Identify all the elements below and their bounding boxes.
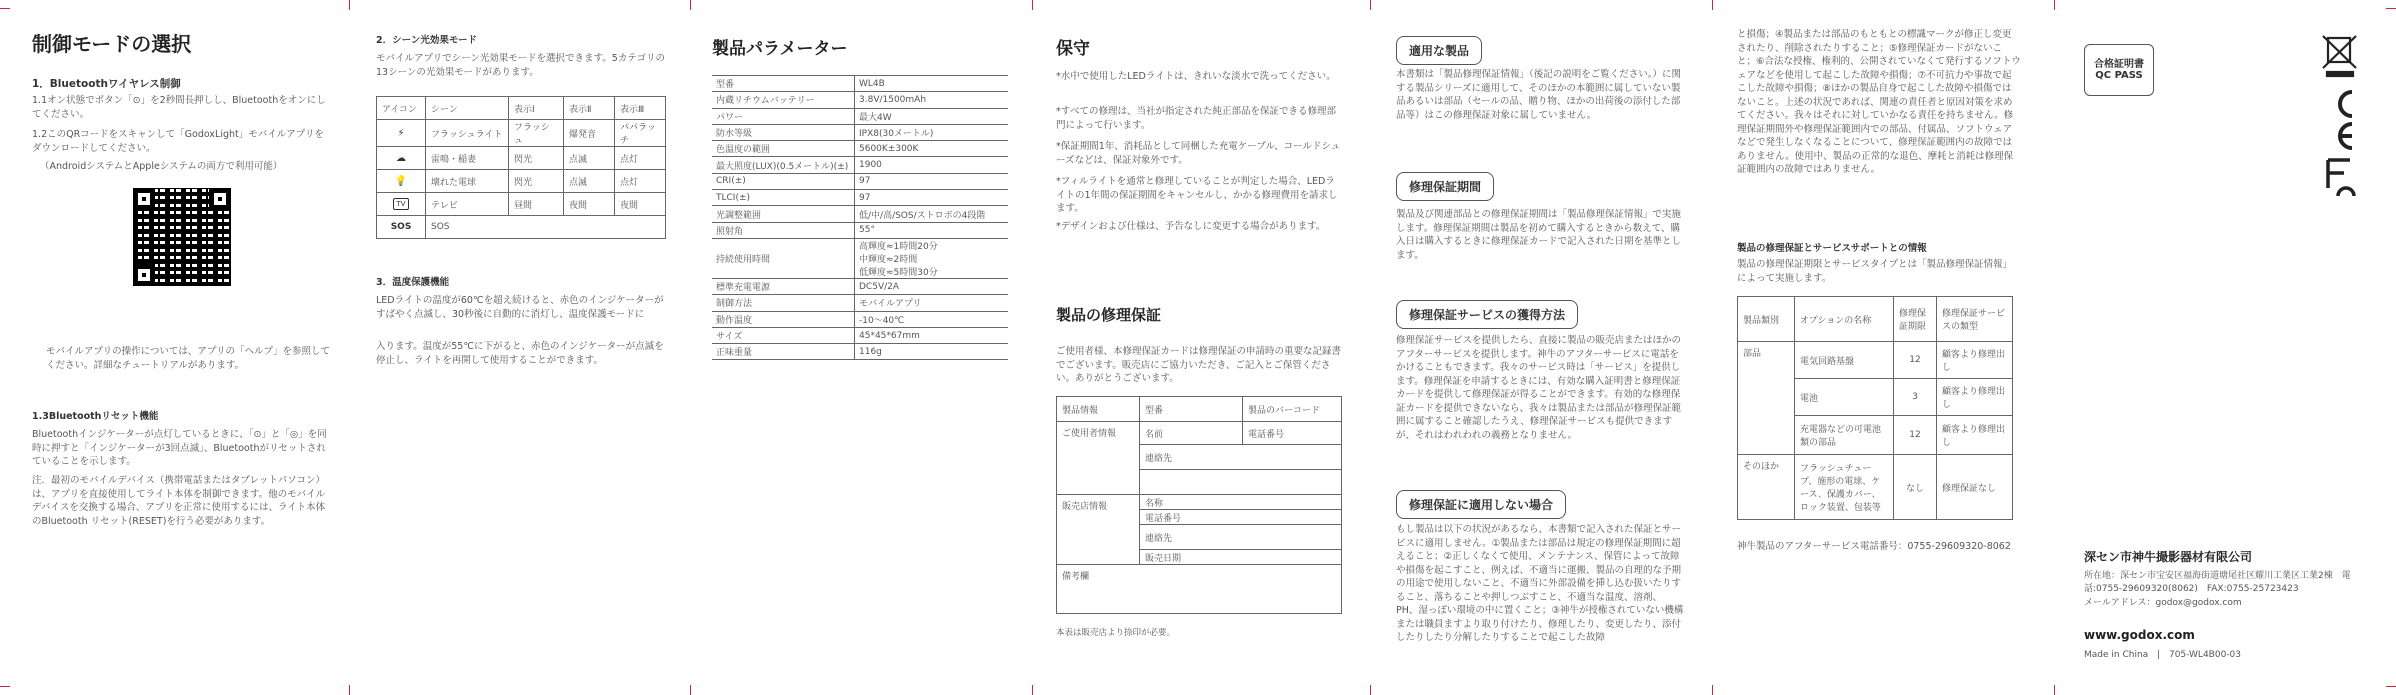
table-row (712, 344, 1008, 360)
temperature-protection-heading: 3．温度保護機能 (376, 277, 450, 288)
param-label: パワー (712, 108, 855, 124)
param-label: サイズ (712, 327, 855, 343)
exclusion-continued-text: と損傷；④製品または部品のもともとの標識マークが修正し変更されたり、削除されたりすること；⑤修理保証カードがないこと；⑥合法な授権、権利的、公開されていなくて発行するソフトウェアなどを使用して起こした故障や損傷；⑦不可抗力や事故で起こした故障や損傷；⑧ほかの製品自身で起こした故障や損傷ではないこと。上述の状況であれば、関連の責任者と原因対策を求めてください。我々はそれに対していかなる責任を持ちません。修理保証期間外や修理保証範囲内での部品、付属品、ソフトウェアなどで発生しなくなることについて、修理保証範囲内の故障ではありません。使用中、製品の正常的な退色、摩耗と消耗は修理保証範囲内の故障ではありません。 (1737, 29, 2021, 175)
param-value: WL4B (855, 76, 1009, 92)
table-cell: 壊れた電球 (426, 170, 509, 193)
table-cell: テレビ (426, 193, 509, 216)
param-value: 高輝度≈1時間20分 中輝度≈2時間 低輝度≈5時間30分 (855, 238, 1009, 278)
bluetooth-reset-note: 注．最初のモバイルデバイス（携帯電話またはタブレットパソコン）は、アプリを直接使用してライト本体を制御できます。他のモバイルデバイスを交換する場合、アプリを正常に使用するには、ライト本体のBluetooth リセット(RESET)を行う必要があります。 (32, 475, 326, 527)
app-download-qr-code (133, 188, 231, 286)
fold-mark (1032, 0, 1033, 10)
param-label: 防水等級 (712, 124, 855, 140)
name-field[interactable]: 名前 (1140, 422, 1243, 445)
table-row (712, 238, 1008, 278)
param-value: 最大4W (855, 108, 1009, 124)
param-label: 内蔵リチウムバッテリー (712, 92, 855, 108)
param-label: TLCI(±) (712, 190, 855, 206)
origin-line: Made in China | 705-WL4B00-03 (2084, 650, 2241, 660)
param-value: 5600K±300K (855, 141, 1009, 157)
table-cell: 電気回路基盤 (1795, 342, 1894, 379)
bluetooth-step-1: 1.1オン状態でボタン「⊙」を2秒間長押しし、Bluetoothをオンにしてください。 (32, 95, 326, 120)
table-header: アイコン (377, 97, 426, 120)
table-row (1738, 342, 2013, 379)
table-header: シーン (426, 97, 509, 120)
fold-mark (690, 685, 691, 695)
company-address: 所在地：深セン市宝安区福海街道塘尾社区耀川工業区工業2棟 電話:0755-29609320(8062) FAX:0755-25723423 (2084, 571, 2351, 594)
param-label: CRI(±) (712, 173, 855, 189)
table-cell: 夜間 (615, 193, 666, 216)
maintenance-note: *保証期間1年、消耗品として同梱した充電ケーブル、コールドシューズなどは、保証対象外です。 (1056, 141, 1341, 166)
service-hotline: 神牛製品のアフターサービス電話番号：0755-29609320-8062 (1737, 541, 2011, 552)
param-label: 照射角 (712, 222, 855, 238)
sos-icon: SOS (390, 221, 412, 232)
warranty-card-title: 製品の修理保証 (1056, 306, 1162, 324)
table-header: 表示Ⅲ (615, 97, 666, 120)
param-label: 光調整範囲 (712, 206, 855, 222)
table-cell: 爆発音 (564, 120, 615, 147)
param-label: 最大照度(LUX)(0.5メートル)(±) (712, 157, 855, 173)
table-cell: 顧客より修理出し (1937, 379, 2013, 416)
bluetooth-heading: 1．Bluetoothワイヤレス制御 (32, 78, 181, 90)
temperature-protection-text-2: 入ります。温度が55℃に下がると、赤色のインジケーターが点滅を停止し、ライトを再開して使用することができます。 (376, 341, 664, 366)
table-row (377, 147, 666, 170)
bluetooth-step-2: 1.2このQRコードをスキャンして「GodoxLight」モバイルアプリをダウンロードしてください。 (32, 129, 324, 154)
table-cell: パパラッチ (615, 120, 666, 147)
table-cell: 閃光 (509, 147, 564, 170)
table-cell: 12 (1894, 342, 1937, 379)
table-row (712, 278, 1008, 294)
table-header: 表示Ⅱ (564, 97, 615, 120)
table-row (712, 157, 1008, 173)
qc-pass-label (2084, 44, 2154, 96)
company-name: 深セン市神牛撮影器材有限公司 (2084, 550, 2253, 564)
param-value: 低/中/高/SOS/ストロボの4段階 (855, 206, 1009, 222)
table-row (712, 108, 1008, 124)
table-cell: SOS (426, 216, 666, 239)
table-row (1738, 455, 2013, 520)
table-cell: 昼間 (509, 193, 564, 216)
lightning-icon: ☁ (396, 152, 406, 164)
param-value: DC5V/2A (855, 278, 1009, 294)
parameter-table (712, 75, 1008, 360)
param-label: 正味重量 (712, 344, 855, 360)
table-cell: 充電器などの可電池類の部品 (1795, 416, 1894, 455)
panel-service-info (1737, 0, 2037, 695)
warranty-service-heading: 修理保証サービスの獲得方法 (1396, 300, 1578, 329)
param-value: -10～40℃ (855, 311, 1009, 327)
service-info-text: 製品の修理保証期限とサービスタイプとは「製品修理保証情報」によって実施します。 (1737, 259, 2013, 284)
table-row (712, 295, 1008, 311)
table-header-row (377, 97, 666, 120)
table-row (712, 222, 1008, 238)
fold-mark (1370, 685, 1371, 695)
panel-scene-modes (376, 0, 676, 695)
table-cell: 電池 (1795, 379, 1894, 416)
control-mode-title: 制御モードの選択 (32, 32, 192, 56)
table-cell: 点灯 (615, 170, 666, 193)
bluetooth-os-note: （AndroidシステムとAppleシステムの両方で利用可能） (40, 161, 283, 172)
table-cell: フラッシュチューブ、施形の電球、ケース、保護カバー、ロック装置、包装等 (1795, 455, 1894, 520)
param-value: 1900 (855, 157, 1009, 173)
table-cell: 部品 (1738, 342, 1795, 455)
warranty-exclusion-text: もし製品は以下の状況があるなら、本書類で記入された保証とサービスに適用しません。①製品または部品は規定の修理保証期間に超えること；②正しくなくて使用、メンテナンス、保管によって故障や損傷を起こすこと、例えば、不適当に運搬、製品の自理的な予期の用途で使用しないこと、不適当に外部設備を挿し込む扱いたりすること、落ちることや押しつぶすこと、不適当な温度、溶剤、PH、湿っぽい環境の中に置くこと；③神牛が授権されていない機構または職員ますより取り付けたり、修理したり、変更したり、添付したりしたり分解したりすることで起こした故障 (1396, 524, 1684, 643)
fold-mark (1712, 685, 1713, 695)
table-header: 表示Ⅰ (509, 97, 564, 120)
fold-mark (2054, 685, 2055, 695)
document-code: 705-WL4B00-03 (2168, 650, 2241, 660)
panel-back-cover (2070, 0, 2386, 695)
maintenance-note: *フィルライトを通常と修理していることが判定した場合、LEDライトの1年間の保証期間をキャンセルし、かかる修理費用を請求します。 (1056, 176, 1338, 214)
table-row (377, 216, 666, 239)
table-cell: フラッシュ (509, 120, 564, 147)
table-cell: なし (1894, 455, 1937, 520)
scene-mode-heading: 2．シーン光効果モード (376, 35, 478, 46)
param-value: IPX8(30メートル) (855, 124, 1009, 140)
param-label: 型番 (712, 76, 855, 92)
maintenance-title: 保守 (1056, 39, 1090, 59)
warranty-period-heading: 修理保証期間 (1396, 172, 1494, 201)
crop-mark-bottom-right (2386, 686, 2396, 687)
crop-mark-bottom-left (0, 686, 10, 687)
param-value: モバイルアプリ (855, 295, 1009, 311)
fold-mark (349, 0, 350, 10)
table-row (712, 124, 1008, 140)
table-cell: 3 (1894, 379, 1937, 416)
phone-field[interactable]: 電話番号 (1243, 422, 1342, 445)
applicable-products-heading: 適用な製品 (1396, 36, 1482, 65)
table-header-row (1738, 297, 2013, 342)
table-cell: そのほか (1738, 455, 1795, 520)
table-row (712, 190, 1008, 206)
param-label: 動作温度 (712, 311, 855, 327)
table-cell: 顧客より修理出し (1937, 416, 2013, 455)
weee-bin-icon (2323, 36, 2356, 76)
app-help-note: モバイルアプリの操作については、アプリの「ヘルプ」を参照してください。詳細なチュートリアルがあります。 (46, 346, 331, 371)
param-value: 97 (855, 173, 1009, 189)
fold-mark (2054, 0, 2055, 10)
table-cell: 点灯 (615, 147, 666, 170)
panel-parameters (712, 0, 1012, 695)
form-label: 販売店情報 (1057, 495, 1140, 565)
table-cell: 夜間 (564, 193, 615, 216)
param-label: 持続使用時間 (712, 238, 855, 278)
table-cell: 顧客より修理出し (1937, 342, 2013, 379)
maintenance-note: *すべての修理は、当社が指定された純正部品を保証できる修理部門によって行います。 (1056, 106, 1337, 131)
table-cell: 修理保証なし (1937, 455, 2013, 520)
seller-address-field[interactable]: 連絡先 (1140, 525, 1342, 550)
model-field[interactable]: 型番 (1140, 397, 1243, 422)
scene-mode-text: モバイルアプリでシーン光効果モードを選択できます。5カテゴリの13シーンの光効果モードがあります。 (376, 53, 665, 78)
panel-warranty-terms (1396, 0, 1696, 695)
bulb-icon: 💡 (394, 175, 408, 187)
maintenance-note: *水中で使用したLEDライトは、きれいな淡水で洗ってください。 (1056, 71, 1336, 82)
bluetooth-reset-text: Bluetoothインジケーターが点灯しているときに、「⊙」と「◎」を同時に押すと「インジケーターが3回点滅」、Bluetoothがリセットされていることを示します。 (32, 429, 327, 467)
seller-name-field[interactable]: 名称 (1140, 495, 1342, 510)
table-cell: 点滅 (564, 170, 615, 193)
barcode-field[interactable]: 製品のバーコード (1243, 397, 1342, 422)
table-row (712, 311, 1008, 327)
table-cell: 12 (1894, 416, 1937, 455)
table-header: 修理保証期限 (1894, 297, 1937, 342)
sale-date-field[interactable]: 販売日期 (1140, 550, 1342, 565)
fold-mark (1712, 0, 1713, 10)
fold-mark (1370, 0, 1371, 10)
table-row (377, 120, 666, 147)
qc-pass-line-1: 合格証明書 (2094, 59, 2144, 70)
table-header: オプションの名称 (1795, 297, 1894, 342)
warranty-exclusion-heading: 修理保証に適用しない場合 (1396, 490, 1566, 519)
panel-maintenance (1056, 0, 1346, 695)
service-info-heading: 製品の修理保証とサービスサポートとの情報 (1737, 243, 1927, 254)
table-header: 製品類別 (1738, 297, 1795, 342)
fold-mark (1032, 685, 1033, 695)
table-row (712, 173, 1008, 189)
table-cell: 雷鳴・稲妻 (426, 147, 509, 170)
address-field[interactable]: 連絡先 (1140, 445, 1342, 470)
fold-mark (349, 685, 350, 695)
table-row (712, 76, 1008, 92)
crop-mark-top-left (0, 8, 10, 9)
table-row (377, 170, 666, 193)
param-value: 3.8V/1500mAh (855, 92, 1009, 108)
param-label: 色温度の範囲 (712, 141, 855, 157)
parameters-title: 製品パラメーター (712, 39, 848, 59)
applicable-products-text: 本書類は「製品修理保証情報」（後記の説明をご覧ください。）に関する製品シリーズに適用して、そのほかの本範囲に属していない製品あるいは部品（セールの品、贈り物、ほかの出荷後の添付した部品等）はこの修理保証対象に属していません。 (1396, 69, 1682, 121)
param-label: 標準充電電源 (712, 278, 855, 294)
ce-mark-icon (2340, 92, 2352, 148)
scene-mode-table (376, 96, 666, 239)
website-link[interactable]: www.godox.com (2084, 628, 2195, 642)
warranty-period-text: 製品及び関連部品との修理保証期間は「製品修理保証情報」で実施します。修理保証期間は製品を初めて購入するときから数えて、購入日は購入するときに修理保証カードで記入された日期を基準とします。 (1396, 209, 1682, 261)
table-row (712, 92, 1008, 108)
table-cell: 閃光 (509, 170, 564, 193)
table-cell: フラッシュライト (426, 120, 509, 147)
maintenance-note: *デザインおよび仕様は、予告なしに変更する場合があります。 (1056, 221, 1326, 232)
warranty-card-intro: ご使用者様、本修理保証カードは修理保証の申請時の重要な記録書でございます。販売店にご協力いただき、ご記入とご保管ください。ありがとうございます。 (1056, 346, 1342, 384)
warranty-card-form (1056, 396, 1342, 614)
panel-control-mode (32, 0, 337, 695)
certification-marks (2320, 30, 2360, 200)
table-row (377, 193, 666, 216)
param-value: 45*45*67mm (855, 327, 1009, 343)
qc-pass-line-2: QC PASS (2095, 70, 2143, 81)
flash-icon: ⚡ (397, 127, 405, 139)
fcc-mark-icon (2328, 160, 2354, 196)
warranty-service-text: 修理保証サービスを提供したら、直接に製品の販売店またはほかのアフターサービスを提供します。神牛のアフターサービスに電話をかけることもできます。我々のサービス時は「サービス」を提供します。修理保証を申請するときには、有効な購入証明書と修理保証カードを提供して修理保証が得ることができます。有効的な修理保証カードを提供できないなら、我々は製品または部品が修理保証範囲に属すること確認したうえ、修理保証サービスも提供できますが、それはわれわれの義務となりません。 (1396, 335, 1682, 441)
table-row (712, 141, 1008, 157)
company-email: メールアドレス：godox@godox.com (2084, 598, 2242, 608)
crop-mark-top-right (2386, 8, 2396, 9)
table-row (712, 327, 1008, 343)
param-value: 116g (855, 344, 1009, 360)
tv-icon: TV (393, 198, 409, 210)
table-row (712, 206, 1008, 222)
form-label: 製品情報 (1057, 397, 1140, 422)
param-value: 97 (855, 190, 1009, 206)
seller-phone-field[interactable]: 電話番号 (1140, 510, 1342, 525)
fold-mark (690, 0, 691, 10)
service-table (1737, 296, 2013, 520)
param-label: 制御方法 (712, 295, 855, 311)
table-cell: 点滅 (564, 147, 615, 170)
remarks-field[interactable]: 備考欄 (1057, 565, 1342, 614)
bluetooth-reset-heading: 1.3Bluetoothリセット機能 (32, 411, 159, 422)
seal-footnote: 本表は販売店より捺印が必要。 (1056, 628, 1176, 638)
temperature-protection-text-1: LEDライトの温度が60℃を超え続けると、赤色のインジケーターがすばやく点滅し、30秒後に自動的に消灯し、温度保護モードに (376, 295, 664, 320)
made-in: Made in China (2084, 650, 2149, 660)
param-value: 55° (855, 222, 1009, 238)
table-header: 修理保証サービスの類型 (1937, 297, 2013, 342)
form-label: ご使用者情報 (1057, 422, 1140, 495)
